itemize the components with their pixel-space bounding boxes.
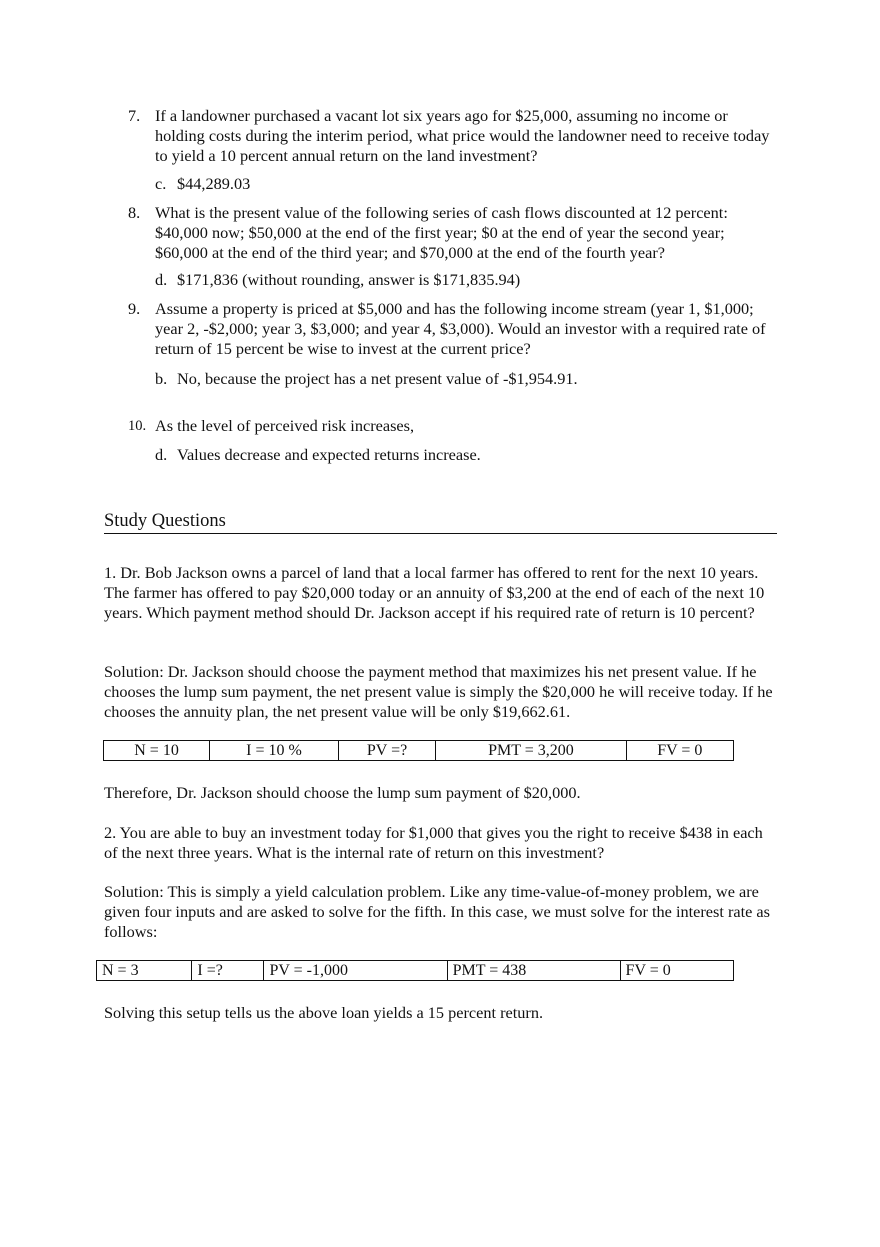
answer-text: No, because the project has a net present value of -$1,954.91. (177, 369, 578, 388)
question-8 (128, 203, 778, 263)
table-cell-n: N = 10 (104, 741, 210, 761)
question-number: 7. (128, 106, 141, 125)
table-cell-pmt: PMT = 438 (447, 961, 620, 981)
question-text: If a landowner purchased a vacant lot six years ago for $25,000, assuming no income or holding costs during the interim period, what price would the landowner need to receive today to yield a 10 percent annual return on the land investment? (155, 106, 770, 165)
study-conclusion-2: Solving this setup tells us the above loan yields a 15 percent return. (104, 1003, 544, 1022)
study-question-1: 1. Dr. Bob Jackson owns a parcel of land that a local farmer has offered to rent for the next 10 years. The farmer has offered to pay $20,000 today or an annuity of $3,200 at the end of each of the next 10 years. Which payment method should Dr. Jackson accept if his required rate of return is 10 percent? (104, 563, 765, 622)
answer-9 (155, 369, 775, 389)
tvm-table-1 (103, 740, 734, 761)
question-9 (128, 299, 778, 359)
table-cell-i: I =? (192, 961, 264, 981)
answer-letter: d. (155, 270, 168, 289)
question-10 (128, 416, 778, 436)
study-question-2: 2. You are able to buy an investment today for $1,000 that gives you the right to receive $438 in each of the next three years. What is the internal rate of return on this investment? (104, 823, 763, 862)
question-number: 9. (128, 299, 141, 318)
answer-letter: d. (155, 445, 168, 464)
question-number: 8. (128, 203, 141, 222)
study-solution-2: Solution: This is simply a yield calculation problem. Like any time-value-of-money problem, we are given four inputs and are asked to solve for the fifth. In this case, we must solve for the interest rate as follows: (104, 882, 770, 941)
answer-text: $44,289.03 (177, 174, 251, 193)
study-solution-1: Solution: Dr. Jackson should choose the payment method that maximizes his net present value. If he chooses the lump sum payment, the net present value is simply the $20,000 he will receive today. If he chooses the annuity plan, the net present value will be only $19,662.61. (104, 662, 773, 721)
answer-text: $171,836 (without rounding, answer is $171,835.94) (177, 270, 521, 289)
table-cell-n: N = 3 (97, 961, 192, 981)
table-row (97, 961, 734, 981)
table-cell-pv: PV =? (338, 741, 435, 761)
answer-8 (155, 270, 775, 290)
question-7 (128, 106, 778, 166)
table-cell-pmt: PMT = 3,200 (436, 741, 626, 761)
question-text: What is the present value of the following series of cash flows discounted at 12 percent: $40,000 now; $50,000 at the end of the first year; $0 at the end of year the second year; $60,000 at the end of the third year; and $70,000 at the end of the fourth year? (155, 203, 728, 262)
answer-letter: b. (155, 369, 168, 388)
table-cell-fv: FV = 0 (620, 961, 733, 981)
answer-7 (155, 174, 775, 194)
study-conclusion-1: Therefore, Dr. Jackson should choose the lump sum payment of $20,000. (104, 783, 581, 802)
tvm-table-2 (96, 960, 734, 981)
table-row (104, 741, 734, 761)
question-text: Assume a property is priced at $5,000 and has the following income stream (year 1, $1,000; year 2, -$2,000; year 3, $3,000; and year 4, $3,000). Would an investor with a required rate of return of 15 percent be wise to invest at the current price? (155, 299, 766, 358)
table-cell-i: I = 10 % (210, 741, 339, 761)
question-text: As the level of perceived risk increases, (155, 416, 415, 435)
answer-letter: c. (155, 174, 167, 193)
table-cell-pv: PV = -1,000 (264, 961, 447, 981)
answer-text: Values decrease and expected returns increase. (177, 445, 481, 464)
section-heading: Study Questions (104, 510, 777, 534)
question-number: 10. (128, 418, 147, 434)
table-cell-fv: FV = 0 (626, 741, 733, 761)
answer-10 (155, 445, 775, 465)
